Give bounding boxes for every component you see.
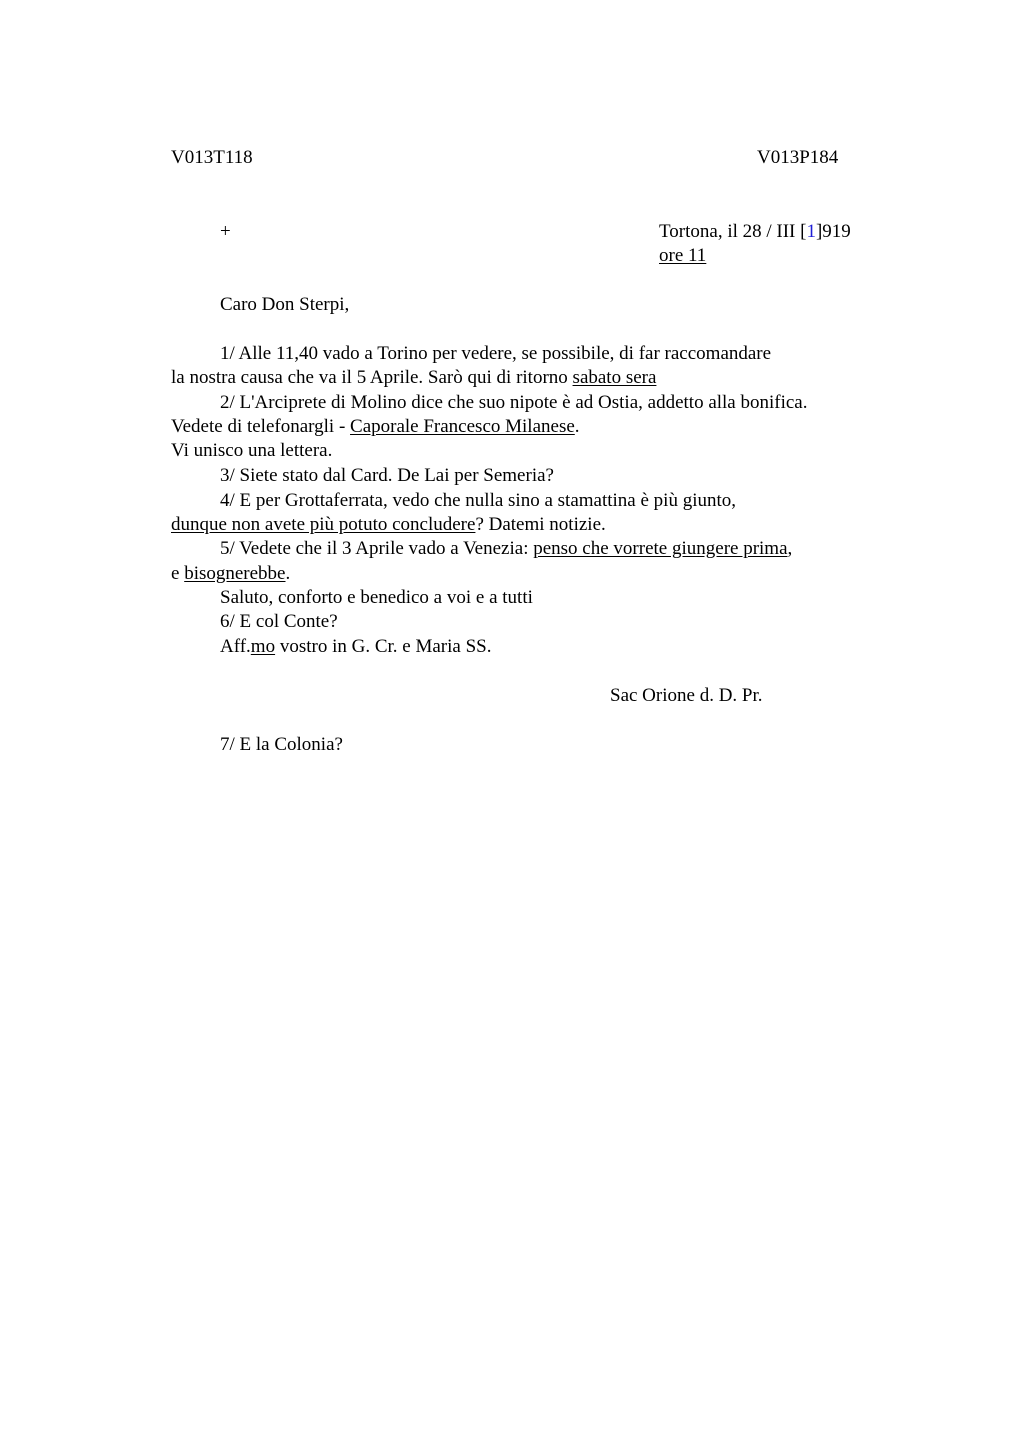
text-run: . xyxy=(285,563,291,584)
text-run: la nostra causa che va il 5 Aprile. Sarò qui di ritorno xyxy=(171,367,573,388)
item-4-line-2 xyxy=(171,514,606,536)
text-run: 5/ Vedete che il 3 Aprile vado a Venezia: xyxy=(220,538,534,559)
postscript: 7/ E la Colonia? xyxy=(220,734,343,755)
underlined-text: mo xyxy=(250,636,276,657)
text-run: Vedete di telefonargli - xyxy=(171,416,351,437)
archive-code-left: V013T118 xyxy=(171,147,253,168)
item-4-line-1: 4/ E per Grottaferrata, vedo che nulla sino a stamattina è più giunto, xyxy=(220,490,736,511)
dateline-post: ]919 xyxy=(815,221,851,242)
underlined-text: sabato sera xyxy=(572,367,657,388)
text-run: e xyxy=(171,563,185,584)
closing-regards xyxy=(220,636,491,658)
text-run: ? Datemi notizie. xyxy=(475,514,606,535)
item-6: 6/ E col Conte? xyxy=(220,611,338,632)
dateline-bracket-digit: 1 xyxy=(806,221,816,242)
underlined-text: penso che vorrete giungere prima xyxy=(533,538,788,559)
text-run: vostro in G. Cr. e Maria SS. xyxy=(275,636,492,657)
signature: Sac Orione d. D. Pr. xyxy=(610,685,763,706)
item-3: 3/ Siete stato dal Card. De Lai per Semeria? xyxy=(220,465,554,486)
salutation: Caro Don Sterpi, xyxy=(220,294,350,315)
dateline xyxy=(659,221,851,243)
item-2-line-1: 2/ L'Arciprete di Molino dice che suo nipote è ad Ostia, addetto alla bonifica. xyxy=(220,392,808,413)
text-run: , xyxy=(787,538,793,559)
underlined-text: bisognerebbe xyxy=(184,563,286,584)
item-5-line-2 xyxy=(171,563,290,585)
item-5-line-1 xyxy=(220,538,792,560)
closing-greeting: Saluto, conforto e benedico a voi e a tutti xyxy=(220,587,533,608)
underlined-text: dunque non avete più potuto concludere xyxy=(171,514,476,535)
text-run: . xyxy=(574,416,580,437)
underlined-text: Caporale Francesco Milanese xyxy=(350,416,575,437)
dateline-time: ore 11 xyxy=(659,245,707,266)
archive-code-right: V013P184 xyxy=(757,147,839,168)
cross-mark: + xyxy=(220,221,231,242)
text-run: Aff. xyxy=(220,636,251,657)
dateline-pre: Tortona, il 28 / III [ xyxy=(659,221,807,242)
item-1-line-1: 1/ Alle 11,40 vado a Torino per vedere, se possibile, di far raccomandare xyxy=(220,343,772,364)
item-2-line-2 xyxy=(171,416,580,438)
item-1-line-2 xyxy=(171,367,656,389)
item-2-line-3: Vi unisco una lettera. xyxy=(171,440,333,461)
